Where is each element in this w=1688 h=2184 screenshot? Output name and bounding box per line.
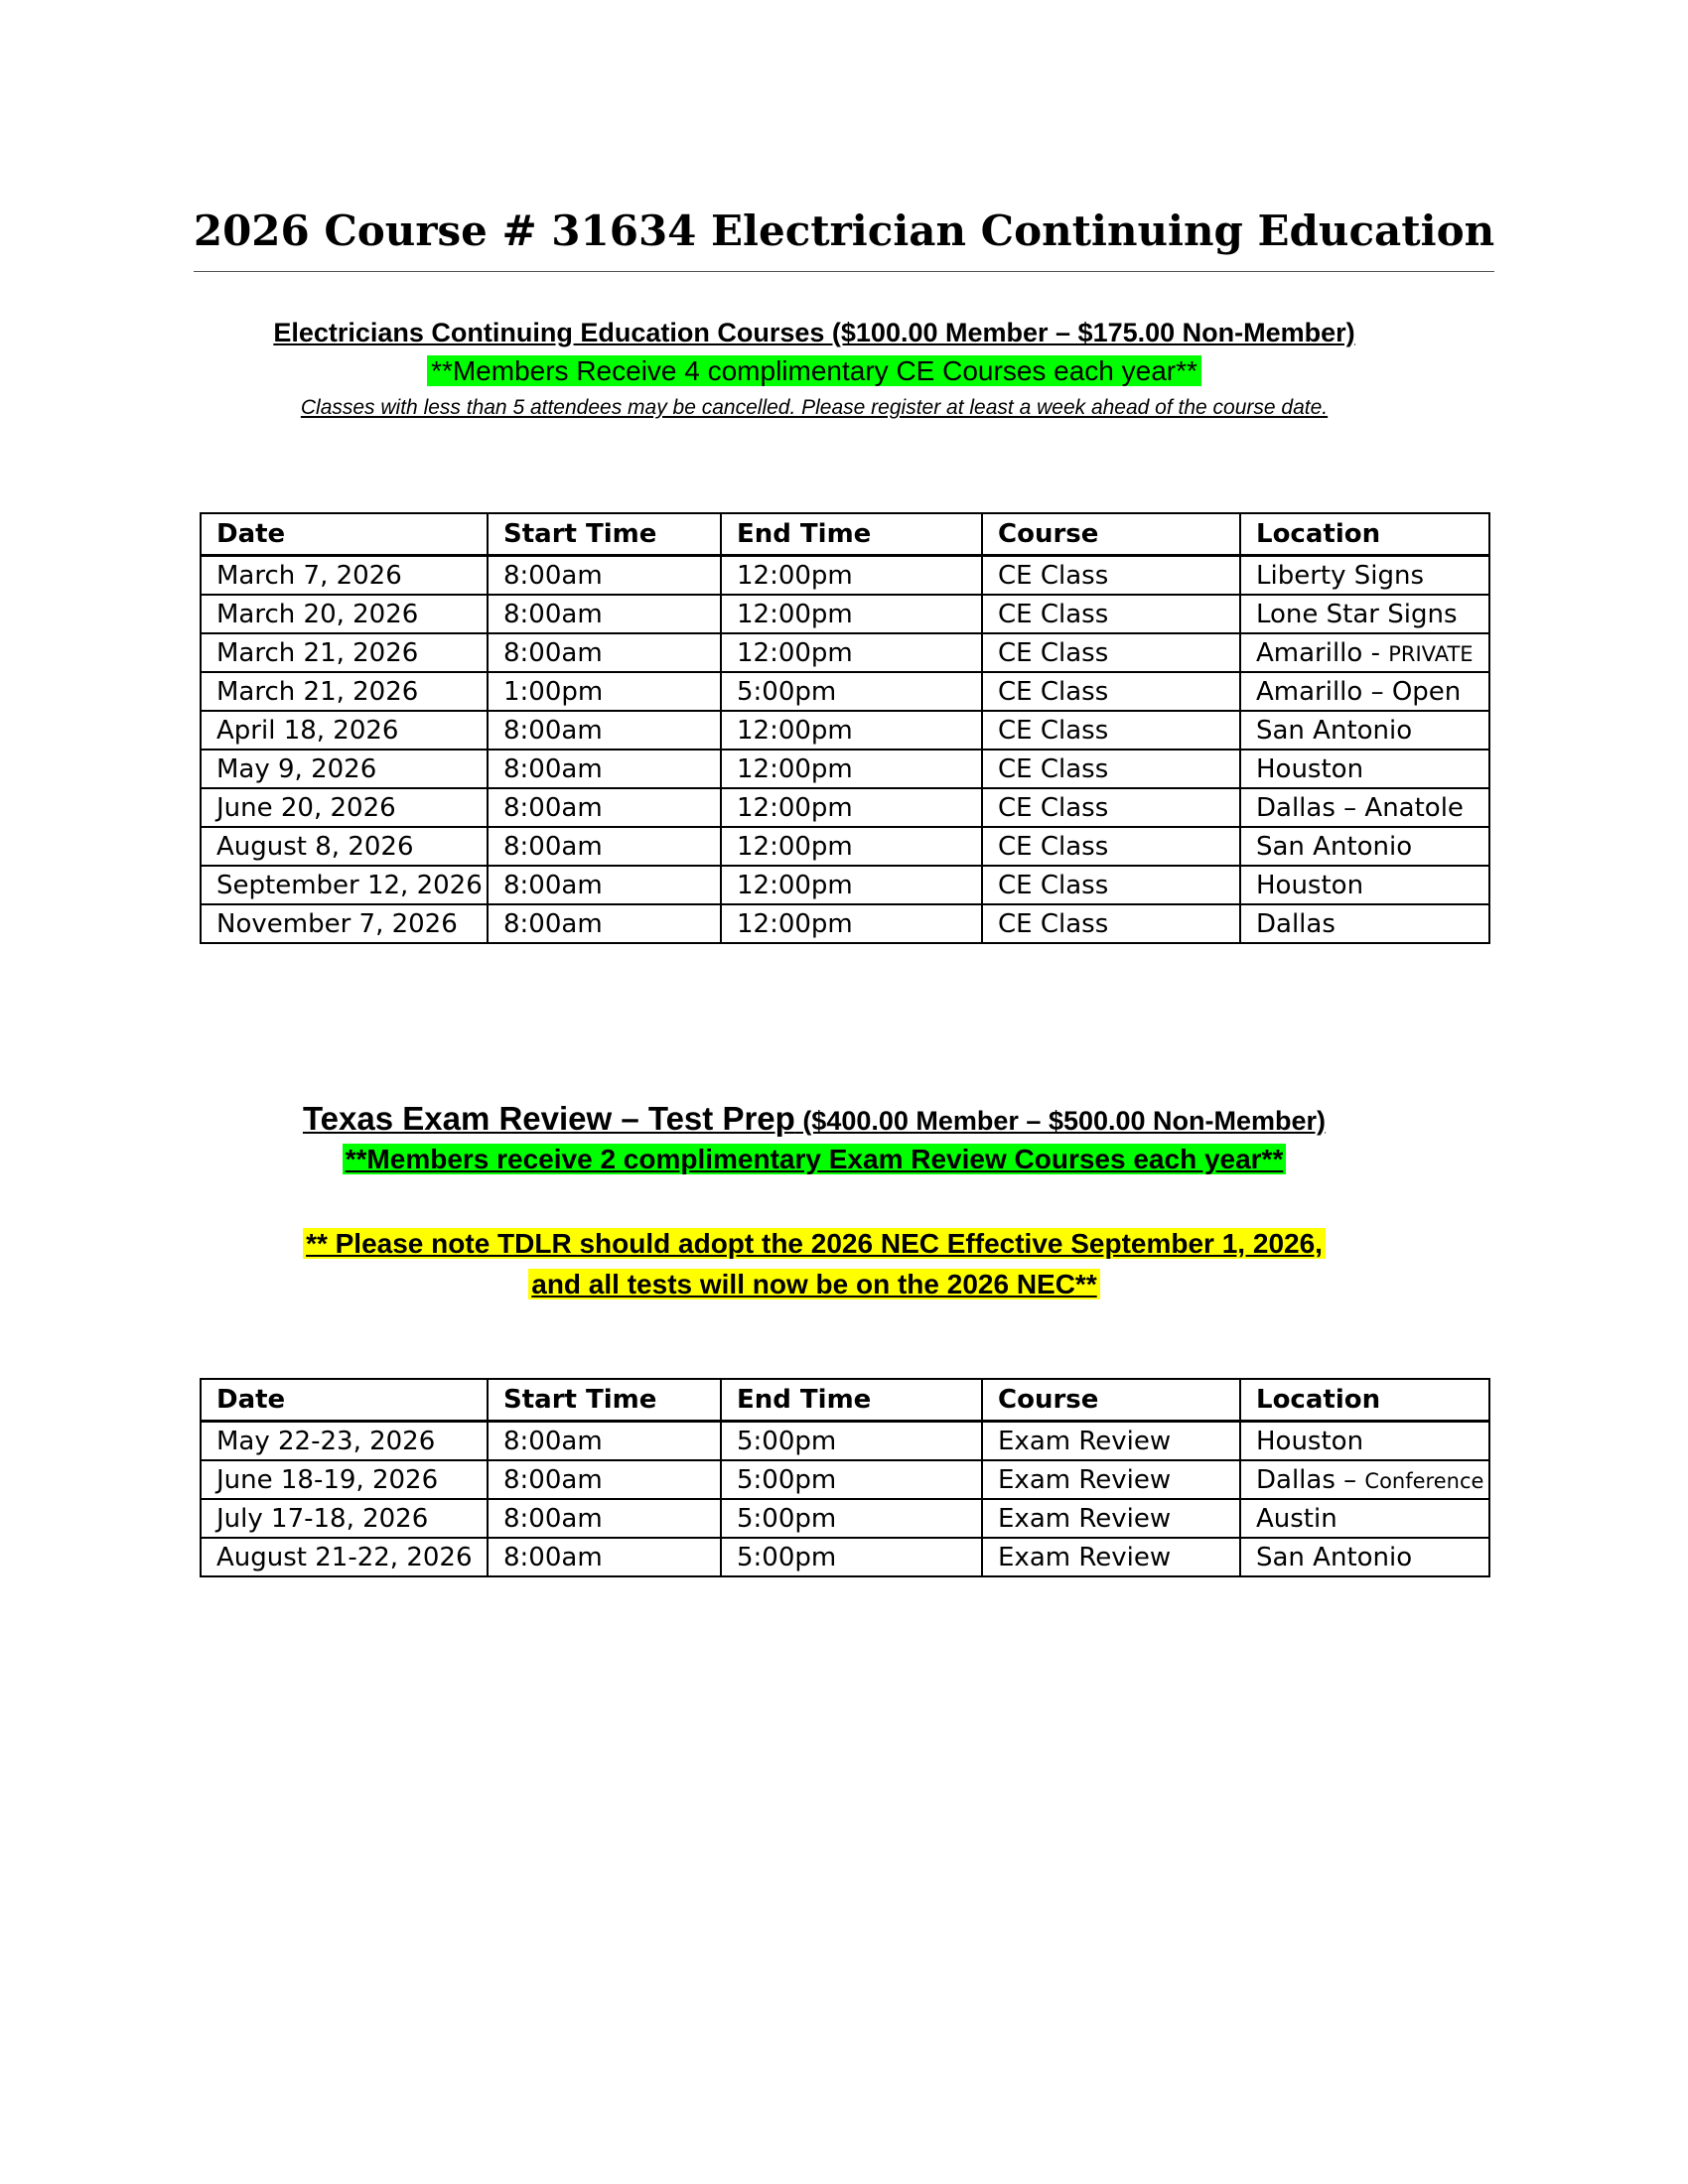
location-cell	[1240, 633, 1489, 672]
header-start-time: Start Time	[488, 513, 721, 556]
end-time-cell: 5:00pm	[721, 1499, 982, 1538]
location-text: Houston	[1256, 870, 1364, 900]
ce-schedule-table	[200, 512, 1490, 944]
course-cell: Exam Review	[982, 1460, 1240, 1499]
location-text: Dallas	[1256, 908, 1336, 939]
date-cell: June 20, 2026	[201, 788, 488, 827]
location-text: Amarillo – Open	[1256, 676, 1462, 707]
start-time-cell: 8:00am	[488, 904, 721, 943]
course-cell: CE Class	[982, 672, 1240, 711]
date-cell: September 12, 2026	[201, 866, 488, 904]
table-row	[201, 1538, 1489, 1576]
location-text: Austin	[1256, 1503, 1337, 1534]
date-cell: August 21-22, 2026	[201, 1538, 488, 1576]
location-suffix: PRIVATE	[1388, 641, 1474, 666]
table-row	[201, 788, 1489, 827]
date-cell: June 18-19, 2026	[201, 1460, 488, 1499]
end-time-cell: 12:00pm	[721, 827, 982, 866]
table-row	[201, 1460, 1489, 1499]
header-location: Location	[1240, 1379, 1489, 1422]
course-cell: CE Class	[982, 556, 1240, 596]
header-location: Location	[1240, 513, 1489, 556]
table-row	[201, 750, 1489, 788]
header-date: Date	[201, 513, 488, 556]
course-cell: Exam Review	[982, 1499, 1240, 1538]
ce-members-note	[0, 355, 1628, 387]
tdlr-note-line-1: ** Please note TDLR should adopt the 2026 NEC Effective September 1, 2026,	[303, 1228, 1326, 1259]
course-cell: CE Class	[982, 750, 1240, 788]
title-divider	[194, 271, 1494, 272]
table-row	[201, 672, 1489, 711]
course-cell: Exam Review	[982, 1538, 1240, 1576]
end-time-cell: 12:00pm	[721, 904, 982, 943]
location-text: Lone Star Signs	[1256, 599, 1458, 629]
tdlr-note-line-2: and all tests will now be on the 2026 NEC**	[528, 1269, 1099, 1299]
location-text: Dallas –	[1256, 1464, 1365, 1495]
date-cell: March 7, 2026	[201, 556, 488, 596]
location-text: San Antonio	[1256, 715, 1413, 746]
end-time-cell: 12:00pm	[721, 866, 982, 904]
table-row	[201, 556, 1489, 596]
date-cell: May 9, 2026	[201, 750, 488, 788]
end-time-cell: 5:00pm	[721, 1460, 982, 1499]
location-cell	[1240, 904, 1489, 943]
location-cell	[1240, 750, 1489, 788]
course-cell: CE Class	[982, 595, 1240, 633]
end-time-cell: 5:00pm	[721, 1538, 982, 1576]
header-start-time: Start Time	[488, 1379, 721, 1422]
header-date: Date	[201, 1379, 488, 1422]
course-cell: CE Class	[982, 827, 1240, 866]
date-cell: May 22-23, 2026	[201, 1422, 488, 1461]
date-cell: August 8, 2026	[201, 827, 488, 866]
exam-members-note	[0, 1144, 1628, 1175]
location-text: San Antonio	[1256, 1542, 1413, 1572]
course-cell: CE Class	[982, 866, 1240, 904]
location-cell	[1240, 595, 1489, 633]
header-course: Course	[982, 1379, 1240, 1422]
start-time-cell: 8:00am	[488, 827, 721, 866]
location-suffix: Conference	[1364, 1468, 1484, 1493]
location-cell	[1240, 827, 1489, 866]
start-time-cell: 8:00am	[488, 1422, 721, 1461]
header-course: Course	[982, 513, 1240, 556]
end-time-cell: 12:00pm	[721, 556, 982, 596]
end-time-cell: 5:00pm	[721, 672, 982, 711]
start-time-cell: 8:00am	[488, 1538, 721, 1576]
location-cell	[1240, 1422, 1489, 1461]
date-cell: March 20, 2026	[201, 595, 488, 633]
table-row	[201, 633, 1489, 672]
start-time-cell: 8:00am	[488, 1499, 721, 1538]
location-cell	[1240, 1460, 1489, 1499]
date-cell: March 21, 2026	[201, 633, 488, 672]
ce-members-note-text: **Members Receive 4 complimentary CE Courses each year**	[427, 355, 1201, 386]
location-cell	[1240, 672, 1489, 711]
end-time-cell: 12:00pm	[721, 750, 982, 788]
end-time-cell: 5:00pm	[721, 1422, 982, 1461]
location-cell	[1240, 711, 1489, 750]
start-time-cell: 8:00am	[488, 788, 721, 827]
location-cell	[1240, 866, 1489, 904]
location-text: Liberty Signs	[1256, 560, 1424, 591]
location-text: Amarillo -	[1256, 637, 1389, 668]
start-time-cell: 8:00am	[488, 750, 721, 788]
course-cell: CE Class	[982, 633, 1240, 672]
location-cell	[1240, 1499, 1489, 1538]
end-time-cell: 12:00pm	[721, 595, 982, 633]
start-time-cell: 1:00pm	[488, 672, 721, 711]
end-time-cell: 12:00pm	[721, 633, 982, 672]
course-cell: CE Class	[982, 711, 1240, 750]
header-end-time: End Time	[721, 1379, 982, 1422]
end-time-cell: 12:00pm	[721, 711, 982, 750]
ce-cancellation-note: Classes with less than 5 attendees may be cancelled. Please register at least a week ahead of the course date.	[300, 396, 1329, 419]
start-time-cell: 8:00am	[488, 1460, 721, 1499]
date-cell: March 21, 2026	[201, 672, 488, 711]
table-row	[201, 827, 1489, 866]
table-row	[201, 595, 1489, 633]
table-row	[201, 1499, 1489, 1538]
start-time-cell: 8:00am	[488, 866, 721, 904]
start-time-cell: 8:00am	[488, 711, 721, 750]
ce-section-heading: Electricians Continuing Education Courses ($100.00 Member – $175.00 Non-Member)	[273, 318, 1355, 347]
page-title: 2026 Course # 31634 Electrician Continuing Education	[193, 206, 1495, 255]
date-cell: July 17-18, 2026	[201, 1499, 488, 1538]
location-cell	[1240, 788, 1489, 827]
header-end-time: End Time	[721, 513, 982, 556]
location-text: Houston	[1256, 1426, 1364, 1456]
location-text: Houston	[1256, 753, 1364, 784]
table-row	[201, 866, 1489, 904]
start-time-cell: 8:00am	[488, 556, 721, 596]
start-time-cell: 8:00am	[488, 595, 721, 633]
table-row	[201, 904, 1489, 943]
course-cell: CE Class	[982, 904, 1240, 943]
table-header-row	[201, 1379, 1489, 1422]
exam-heading-price: ($400.00 Member – $500.00 Non-Member)	[794, 1106, 1327, 1136]
tdlr-nec-note	[0, 1223, 1628, 1304]
table-header-row	[201, 513, 1489, 556]
exam-section-heading	[0, 1100, 1628, 1138]
location-text: San Antonio	[1256, 831, 1413, 862]
course-cell: Exam Review	[982, 1422, 1240, 1461]
exam-members-note-text: **Members receive 2 complimentary Exam Review Courses each year**	[343, 1144, 1287, 1174]
exam-schedule-table	[200, 1378, 1490, 1577]
location-text: Dallas – Anatole	[1256, 792, 1464, 823]
exam-heading-main: Texas Exam Review – Test Prep	[302, 1100, 795, 1137]
table-row	[201, 1422, 1489, 1461]
location-cell	[1240, 1538, 1489, 1576]
location-cell	[1240, 556, 1489, 596]
date-cell: November 7, 2026	[201, 904, 488, 943]
course-cell: CE Class	[982, 788, 1240, 827]
table-row	[201, 711, 1489, 750]
date-cell: April 18, 2026	[201, 711, 488, 750]
start-time-cell: 8:00am	[488, 633, 721, 672]
end-time-cell: 12:00pm	[721, 788, 982, 827]
